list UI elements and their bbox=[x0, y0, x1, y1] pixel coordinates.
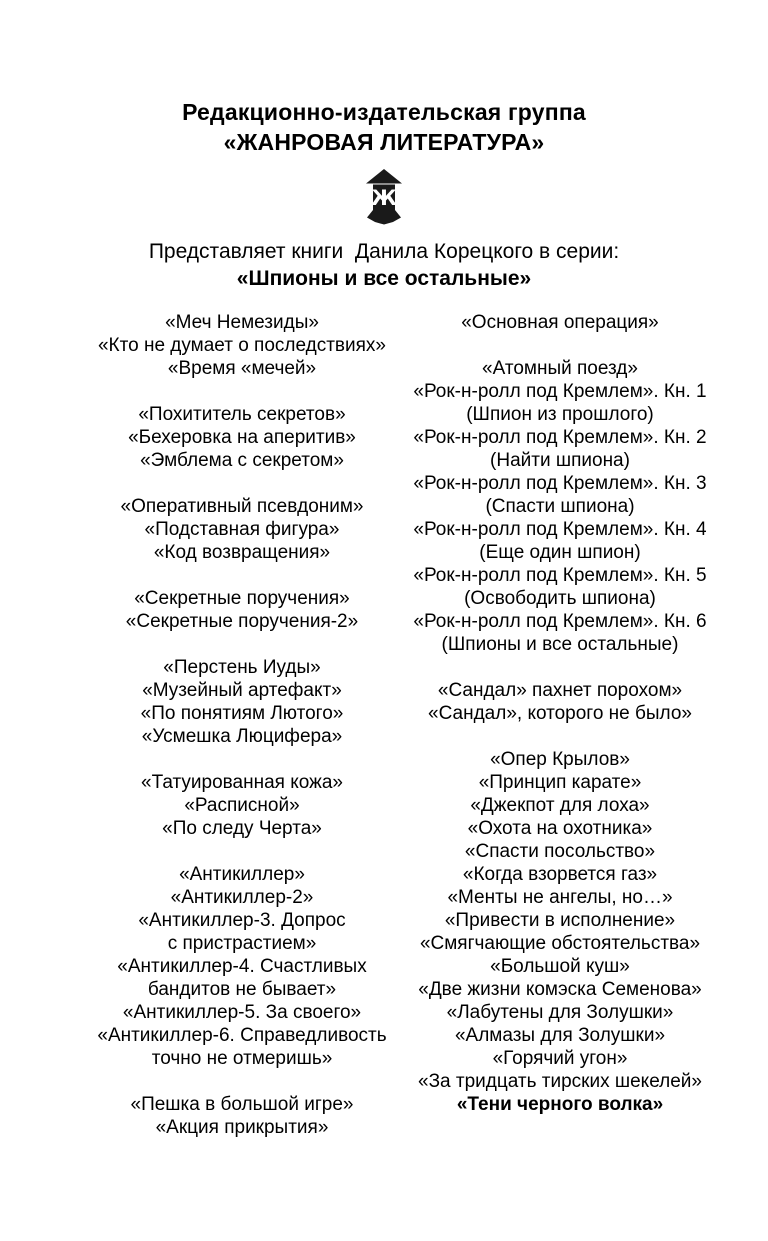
book-title-line: «Секретные поручения» bbox=[134, 588, 350, 609]
book-title-line: «Усмешка Люцифера» bbox=[141, 726, 343, 747]
book-title-line: «Спасти посольство» bbox=[464, 841, 656, 862]
book-title-line: «Охота на охотника» bbox=[467, 818, 653, 839]
book-title-line: «Рок-н-ролл под Кремлем». Кн. 6 bbox=[413, 611, 707, 632]
book-group bbox=[75, 1093, 409, 1139]
book-title-line: «Музейный артефакт» bbox=[142, 680, 342, 701]
book-title-line: «Антикиллер-4. Счастливых bbox=[117, 956, 367, 977]
book-title-line: (Спасти шпиона) bbox=[485, 496, 635, 517]
book-title-line: «Рок-н-ролл под Кремлем». Кн. 3 bbox=[413, 473, 707, 494]
book-title-line: «Рок-н-ролл под Кремлем». Кн. 2 bbox=[413, 427, 707, 448]
publisher-group-line2: «ЖАНРОВАЯ ЛИТЕРАТУРА» bbox=[223, 129, 545, 155]
lantern-logo-icon bbox=[364, 169, 404, 225]
book-title-line: «Акция прикрытия» bbox=[155, 1117, 329, 1138]
book-title-line: (Еще один шпион) bbox=[479, 542, 641, 563]
book-group bbox=[409, 357, 711, 656]
book-list-column-right bbox=[409, 311, 711, 1139]
book-title-line: «Смягчающие обстоятельства» bbox=[419, 933, 701, 954]
book-title-line: «По следу Черта» bbox=[162, 818, 322, 839]
book-list-columns bbox=[0, 311, 768, 1162]
book-title-line: «Тени черного волка» bbox=[456, 1094, 664, 1115]
book-title-line: «Бехеровка на аперитив» bbox=[128, 427, 356, 448]
book-group bbox=[75, 863, 409, 1070]
book-title-line: «Код возвращения» bbox=[153, 542, 331, 563]
book-title-line: «Эмблема с секретом» bbox=[140, 450, 344, 471]
lantern-letter: Ж bbox=[371, 186, 397, 210]
book-title-line: (Шпион из прошлого) bbox=[466, 404, 654, 425]
book-title-line: «Антикиллер-3. Допрос bbox=[138, 910, 346, 931]
book-title-line: (Освободить шпиона) bbox=[464, 588, 656, 609]
book-title-line: (Найти шпиона) bbox=[490, 450, 630, 471]
book-title-line: «Сандал» пахнет порохом» bbox=[437, 680, 683, 701]
book-title-line: «Татуированная кожа» bbox=[141, 772, 343, 793]
book-group bbox=[75, 311, 409, 380]
book-title-line: с пристрастием» bbox=[167, 933, 317, 954]
book-title-line: «Лабутены для Золушки» bbox=[446, 1002, 674, 1023]
book-title-line: «Горячий угон» bbox=[492, 1048, 628, 1069]
book-title-line: «Джекпот для лоха» bbox=[470, 795, 650, 816]
book-title-line: «По понятиям Лютого» bbox=[140, 703, 344, 724]
book-title-line: «Рок-н-ролл под Кремлем». Кн. 4 bbox=[413, 519, 707, 540]
book-title-line: «Опер Крылов» bbox=[490, 749, 630, 770]
book-group bbox=[75, 403, 409, 472]
book-title-line: «Рок-н-ролл под Кремлем». Кн. 1 bbox=[413, 381, 707, 402]
book-title-line: «Большой куш» bbox=[490, 956, 630, 977]
book-group bbox=[75, 656, 409, 748]
book-title-line: «Похититель секретов» bbox=[138, 404, 346, 425]
book-title-line: «Антикиллер-2» bbox=[170, 887, 314, 908]
book-title-line: «Когда взорвется газ» bbox=[462, 864, 658, 885]
book-title-line: (Шпионы и все остальные) bbox=[441, 634, 679, 655]
publisher-group-line1: Редакционно-издательская группа bbox=[182, 99, 586, 125]
book-title-line: бандитов не бывает» bbox=[147, 979, 337, 1000]
book-title-line: «Секретные поручения-2» bbox=[125, 611, 359, 632]
series-intro-line: Представляет книги Данила Корецкого в серии: bbox=[148, 240, 620, 263]
book-title-line: «Сандал», которого не было» bbox=[428, 703, 692, 724]
book-title-line: «Алмазы для Золушки» bbox=[454, 1025, 666, 1046]
book-group bbox=[409, 748, 711, 1116]
publisher-header bbox=[0, 0, 768, 157]
book-title-line: «Время «мечей» bbox=[167, 358, 317, 379]
book-title-line: «Расписной» bbox=[184, 795, 300, 816]
book-group bbox=[75, 495, 409, 564]
book-title-line: «Антикиллер» bbox=[179, 864, 305, 885]
book-title-line: «Меч Немезиды» bbox=[165, 312, 319, 333]
book-title-line: «Подставная фигура» bbox=[144, 519, 340, 540]
book-title-line: «Принцип карате» bbox=[478, 772, 642, 793]
book-title-line: «Две жизни комэска Семенова» bbox=[418, 979, 702, 1000]
book-title-line: «Пешка в большой игре» bbox=[130, 1094, 354, 1115]
book-title-line: «Антикиллер-5. За своего» bbox=[122, 1002, 362, 1023]
publisher-logo-row bbox=[0, 169, 768, 225]
book-title-line: «За тридцать тирских шекелей» bbox=[418, 1071, 702, 1092]
book-group bbox=[75, 771, 409, 840]
book-title-line: «Перстень Иуды» bbox=[163, 657, 321, 678]
book-title-line: точно не отмеришь» bbox=[151, 1048, 333, 1069]
book-list-column-left bbox=[75, 311, 409, 1162]
book-title-line: «Менты не ангелы, но…» bbox=[447, 887, 673, 908]
book-group bbox=[409, 679, 711, 725]
book-group bbox=[409, 311, 711, 334]
book-title-line: «Антикиллер-6. Справедливость bbox=[97, 1025, 387, 1046]
book-title-line: «Оперативный псевдоним» bbox=[120, 496, 364, 517]
book-title-line: «Кто не думает о последствиях» bbox=[97, 335, 386, 356]
book-title-line: «Рок-н-ролл под Кремлем». Кн. 5 bbox=[413, 565, 707, 586]
book-title-line: «Основная операция» bbox=[461, 312, 659, 333]
book-title-line: «Привести в исполнение» bbox=[444, 910, 676, 931]
series-intro bbox=[0, 238, 768, 292]
book-group bbox=[75, 587, 409, 633]
book-title-line: «Атомный поезд» bbox=[482, 358, 638, 379]
series-name: «Шпионы и все остальные» bbox=[236, 267, 532, 290]
